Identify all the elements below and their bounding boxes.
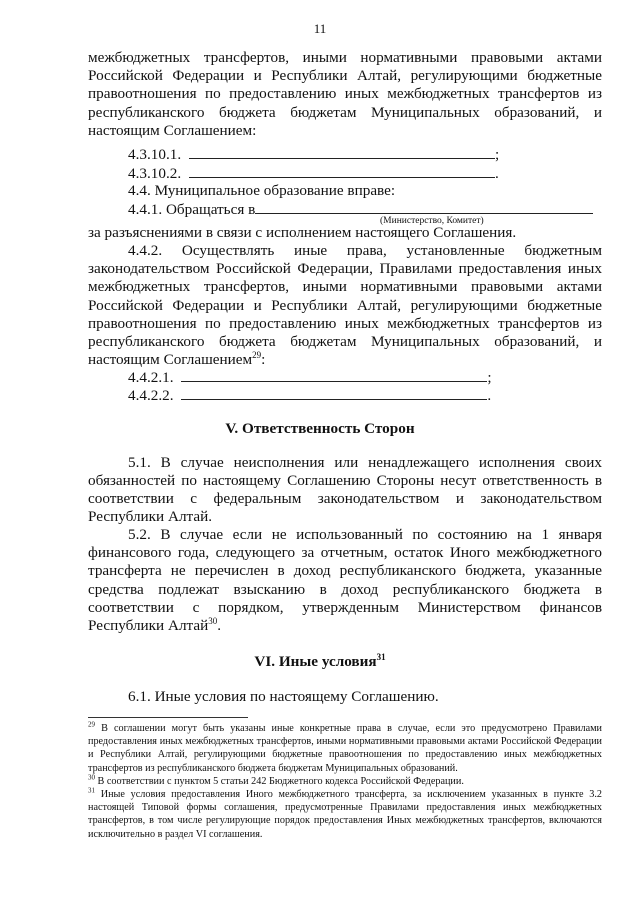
text-line: законодательством Российской Федерации, Правилами предоставления иных xyxy=(88,260,602,278)
clause-4-3-10-2: 4.3.10.2. . xyxy=(128,165,499,182)
clause-4-3-10-1: 4.3.10.1. ; xyxy=(128,146,500,163)
text-span: Республики Алтай xyxy=(88,617,209,634)
heading-text: VI. Иные условия xyxy=(254,653,377,670)
page-number: 11 xyxy=(313,21,327,36)
footnote-text: Иные условия предоставления Иного межбюджетного трансферта, за исключением указанных в пункте 3.2 настоящей Типовой формы соглашения, предусмотренные Правилами предоставления иных межбюджетных трансфертов, в том числе регулирующие порядок предоставления Иных межбюджетных трансфертов, включаются исключительно в раздел VI соглашения. xyxy=(88,789,602,840)
footnote-number: 30 xyxy=(88,773,95,782)
paragraph-continuation xyxy=(88,49,602,122)
text-line: республиканского бюджета бюджетам Муниципальных образований, и xyxy=(88,103,602,121)
clause-number: 4.4.2.1. xyxy=(128,369,174,386)
clause-4-4-1 xyxy=(128,200,593,219)
section-heading-v: V. Ответственность Сторон xyxy=(225,420,415,437)
text-line: республиканского бюджета бюджетам Муниципальных образований, и xyxy=(88,333,602,351)
blank-field[interactable] xyxy=(189,164,495,178)
footnote-number: 29 xyxy=(88,720,95,729)
text-line: межбюджетных трансфертов, иными нормативными правовыми актами xyxy=(88,49,602,66)
paragraph-5-2 xyxy=(88,526,602,617)
clause-number: 4.4.2.2. xyxy=(128,387,174,404)
footnote-separator xyxy=(88,717,248,718)
footnote-31 xyxy=(88,788,602,841)
text-line: финансового года, следующего за отчетным, остаток Иного межбюджетного xyxy=(88,544,602,562)
clause-number: 4.3.10.2. xyxy=(128,165,182,182)
footnote-text: В соглашении могут быть указаны иные конкретные права в случае, если это предусмотрено Правилами предоставления иных межбюджетных трансфертов, иными нормативными правовыми актами Российской Федерации и Республики Алтай, регулирующими бюджетные правоотношения по предоставлению иных межбюджетных трансфертов из республиканского бюджета бюджетам Муниципальных образований. xyxy=(88,723,602,774)
text-line: соответствии с федеральным законодательством и законодательством xyxy=(88,490,602,508)
footnote-ref-30[interactable]: 30 xyxy=(208,615,218,626)
blank-field[interactable] xyxy=(189,145,495,159)
text-line: Республики Алтай$^{30}$. xyxy=(88,615,222,634)
footnote-text: В соответствии с пунктом 5 статьи 242 Бюджетного кодекса Российской Федерации. xyxy=(97,776,464,787)
footnote-ref-31[interactable]: 31 xyxy=(376,651,386,662)
text-line: настоящим Соглашением$^{29}$: xyxy=(88,349,266,368)
blank-field[interactable] xyxy=(181,368,487,382)
text-line: Российской Федерации и Республики Алтай, регулирующими бюджетные xyxy=(88,296,602,314)
text-line: трансферта не перечислен в доход республиканского бюджета, указанные xyxy=(88,562,602,580)
text-line: 4.4.2. Осуществлять иные права, установленные бюджетным xyxy=(128,242,602,259)
clause-4-4-2-1: 4.4.2.1. ; xyxy=(128,369,492,386)
footnote-30 xyxy=(88,775,602,788)
paragraph-4-4-2 xyxy=(88,242,602,351)
blank-field[interactable] xyxy=(181,386,487,400)
text-line: за разъяснениями в связи с исполнением настоящего Соглашения. xyxy=(88,224,517,241)
clause-4-4: 4.4. Муниципальное образование вправе: xyxy=(128,182,396,199)
text-line: настоящим Соглашением: xyxy=(88,122,257,139)
text-line: межбюджетных трансфертов, иными нормативными правовыми актами xyxy=(88,278,602,296)
text-line: средства подлежат взысканию в доход республиканского бюджета в xyxy=(88,580,602,598)
paragraph-5-1 xyxy=(88,454,602,509)
text-span: настоящим Соглашением xyxy=(88,351,253,368)
text-line: 5.2. В случае если не использованный по состоянию на 1 января xyxy=(128,526,602,543)
text-line: обязанностей по настоящему Соглашению Стороны несут ответственность в xyxy=(88,472,602,490)
clause-text: 4.4.1. Обращаться в xyxy=(128,201,256,218)
text-line: правоотношения по предоставлению иных межбюджетных трансфертов из xyxy=(88,85,602,103)
clause-number: 4.3.10.1. xyxy=(128,146,182,163)
text-line: соответствии с порядком, утвержденным Министерством финансов xyxy=(88,598,602,616)
section-heading-vi xyxy=(0,653,640,671)
text-line: правоотношения по предоставлению иных межбюджетных трансфертов из xyxy=(88,314,602,332)
footnote-29 xyxy=(88,722,602,775)
footnote-number: 31 xyxy=(88,786,95,795)
text-line: Республики Алтай. xyxy=(88,508,213,525)
field-caption: (Министерство, Комитет) xyxy=(380,216,484,226)
footnote-ref-29[interactable]: 29 xyxy=(252,349,262,360)
text-line: Российской Федерации и Республики Алтай, регулирующими бюджетные xyxy=(88,67,602,85)
clause-4-4-2-2: 4.4.2.2. . xyxy=(128,387,492,404)
text-line: 5.1. В случае неисполнения или ненадлежащего исполнения своих xyxy=(128,454,602,471)
clause-6-1: 6.1. Иные условия по настоящему Соглашению. xyxy=(128,688,439,705)
